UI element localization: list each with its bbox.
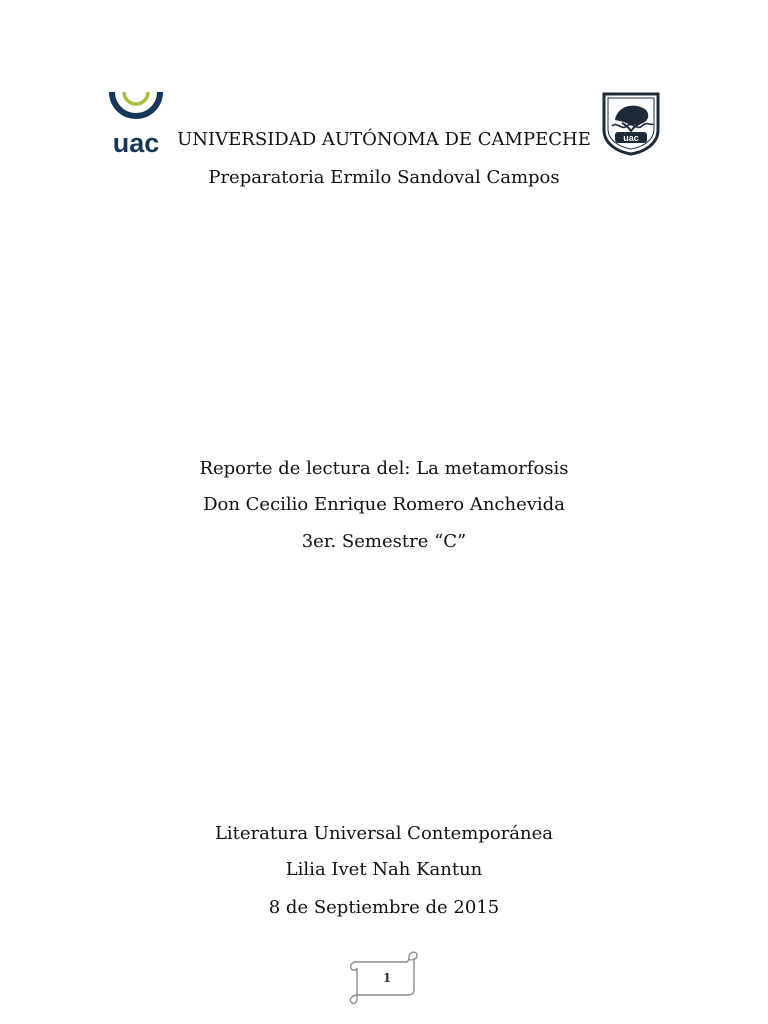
subject-name: Literatura Universal Contemporánea <box>214 823 554 844</box>
teacher-name: Don Cecilio Enrique Romero Anchevida <box>203 494 565 515</box>
report-title: Reporte de lectura del: La metamorfosis <box>199 458 569 479</box>
university-name: UNIVERSIDAD AUTÓNOMA DE CAMPECHE <box>177 129 591 150</box>
date: 8 de Septiembre de 2015 <box>268 897 500 918</box>
svg-text:uac: uac <box>112 128 160 156</box>
semester: 3er. Semestre “C” <box>301 531 467 552</box>
svg-text:uac: uac <box>623 133 639 143</box>
student-name: Lilia Ivet Nah Kantun <box>285 859 483 880</box>
uac-shield-logo-right <box>598 90 664 156</box>
school-name: Preparatoria Ermilo Sandoval Campos <box>208 167 560 188</box>
page-number: 1 <box>382 971 392 985</box>
